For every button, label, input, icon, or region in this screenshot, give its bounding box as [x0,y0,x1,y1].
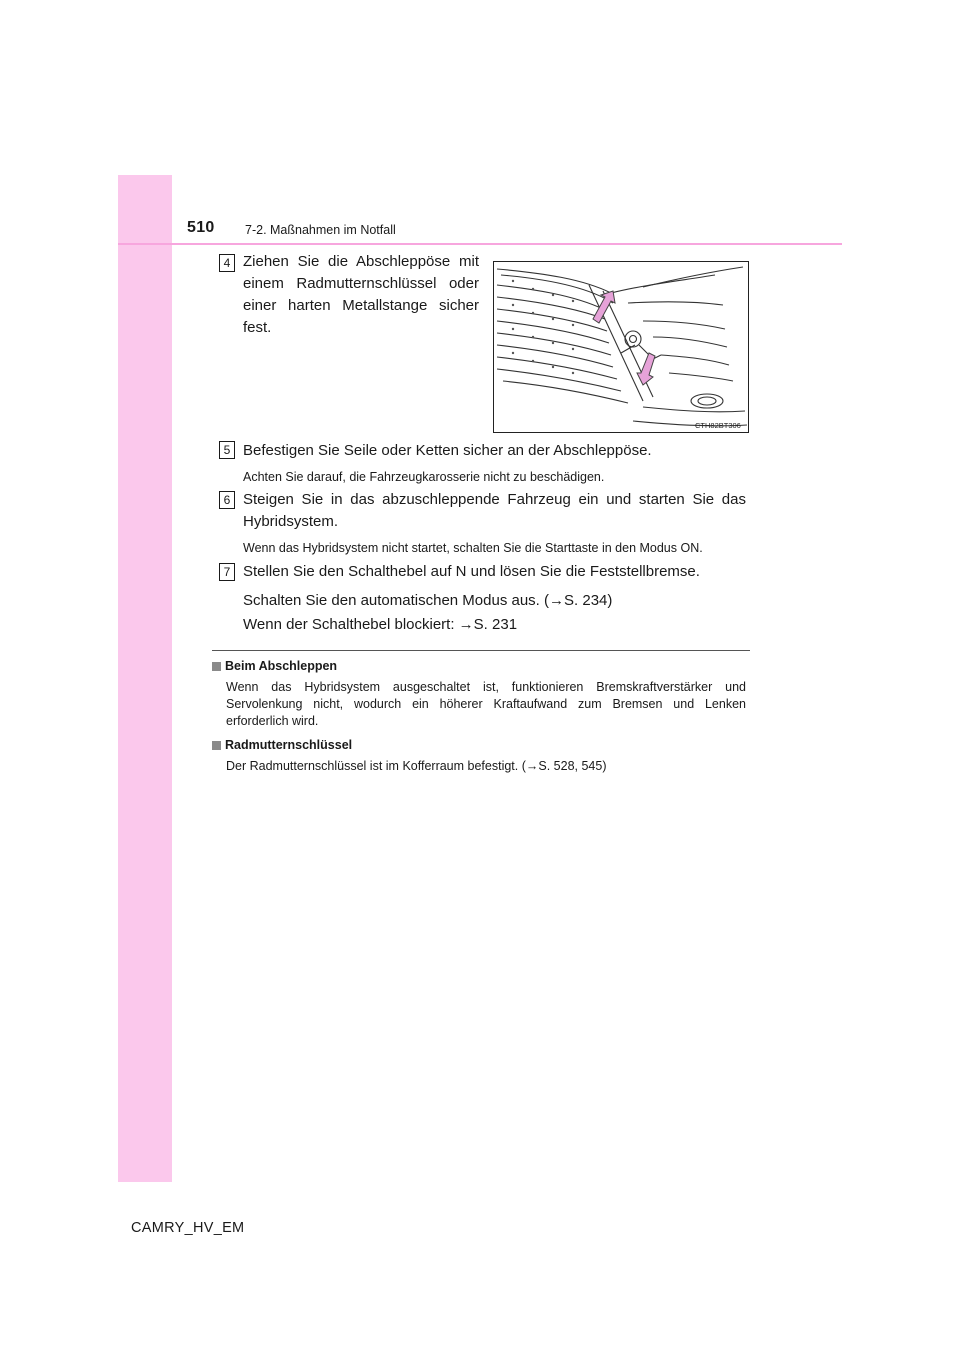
step-6-line-2: Hybridsystem. [243,513,339,530]
side-margin-band [118,175,172,1182]
section-divider [212,650,750,651]
info-body-towing-line-2: Servolenkung nicht, wodurch ein höherer Kraftaufwand zum Bremsen und Lenken [226,697,746,711]
info-body-towing [226,679,746,730]
info-body-wrench [226,758,746,775]
step-6-note: Wenn das Hybridsystem nicht startet, schalten Sie die Starttaste in den Modus ON. [243,541,703,555]
step-6-badge: 6 [219,491,235,509]
info-body-towing-line-1: Wenn das Hybridsystem ausgeschaltet ist, funktionieren Bremskraftverstärker und [226,680,746,694]
step-4-line-2: einem Radmutternschlüssel oder [243,275,479,292]
section-title: 7-2. Maßnahmen im Notfall [245,223,396,237]
step-5-text: Befestigen Sie Seile oder Ketten sicher an der Abschleppöse. [243,442,652,459]
info-body-towing-line-3: erforderlich wird. [226,714,319,728]
info-heading-towing [212,659,337,673]
step-7-badge: 7 [219,563,235,581]
square-bullet-icon [212,662,221,671]
step-5-note: Achten Sie darauf, die Fahrzeugkarosserie nicht zu beschädigen. [243,470,605,484]
footer-document-code: CAMRY_HV_EM [131,1220,245,1236]
step-7-line-3: Wenn der Schalthebel blockiert: →S. 231 [243,616,518,633]
step-4-badge: 4 [219,254,235,272]
step-4-text [243,251,479,339]
figure-code: CTH82BT306 [695,421,741,430]
info-heading-wrench-label: Radmutternschlüssel [225,738,353,752]
step-4-line-3: einer harten Metallstange sicher [243,297,479,314]
step-7-line-2: Schalten Sie den automatischen Modus aus. (→S. 234) [243,592,613,609]
step-7-line-1: Stellen Sie den Schalthebel auf N und lösen Sie die Feststellbremse. [243,563,700,580]
info-heading-towing-label: Beim Abschleppen [225,659,338,673]
step-6-line-1: Steigen Sie in das abzuschleppende Fahrzeug ein und starten Sie das [243,491,746,508]
square-bullet-icon [212,741,221,750]
step-4-line-1: Ziehen Sie die Abschleppöse mit [243,253,479,270]
page-number: 510 [187,219,215,236]
step-5-badge: 5 [219,441,235,459]
towing-eyelet-illustration [493,261,749,433]
header-rule [118,243,842,245]
step-6-text [243,489,746,533]
info-heading-wrench [212,738,352,752]
info-body-wrench-line-1: Der Radmutternschlüssel ist im Kofferraum befestigt. (→S. 528, 545) [226,759,607,773]
step-4-line-4: fest. [243,319,272,336]
front-grille-drawing [493,261,749,433]
